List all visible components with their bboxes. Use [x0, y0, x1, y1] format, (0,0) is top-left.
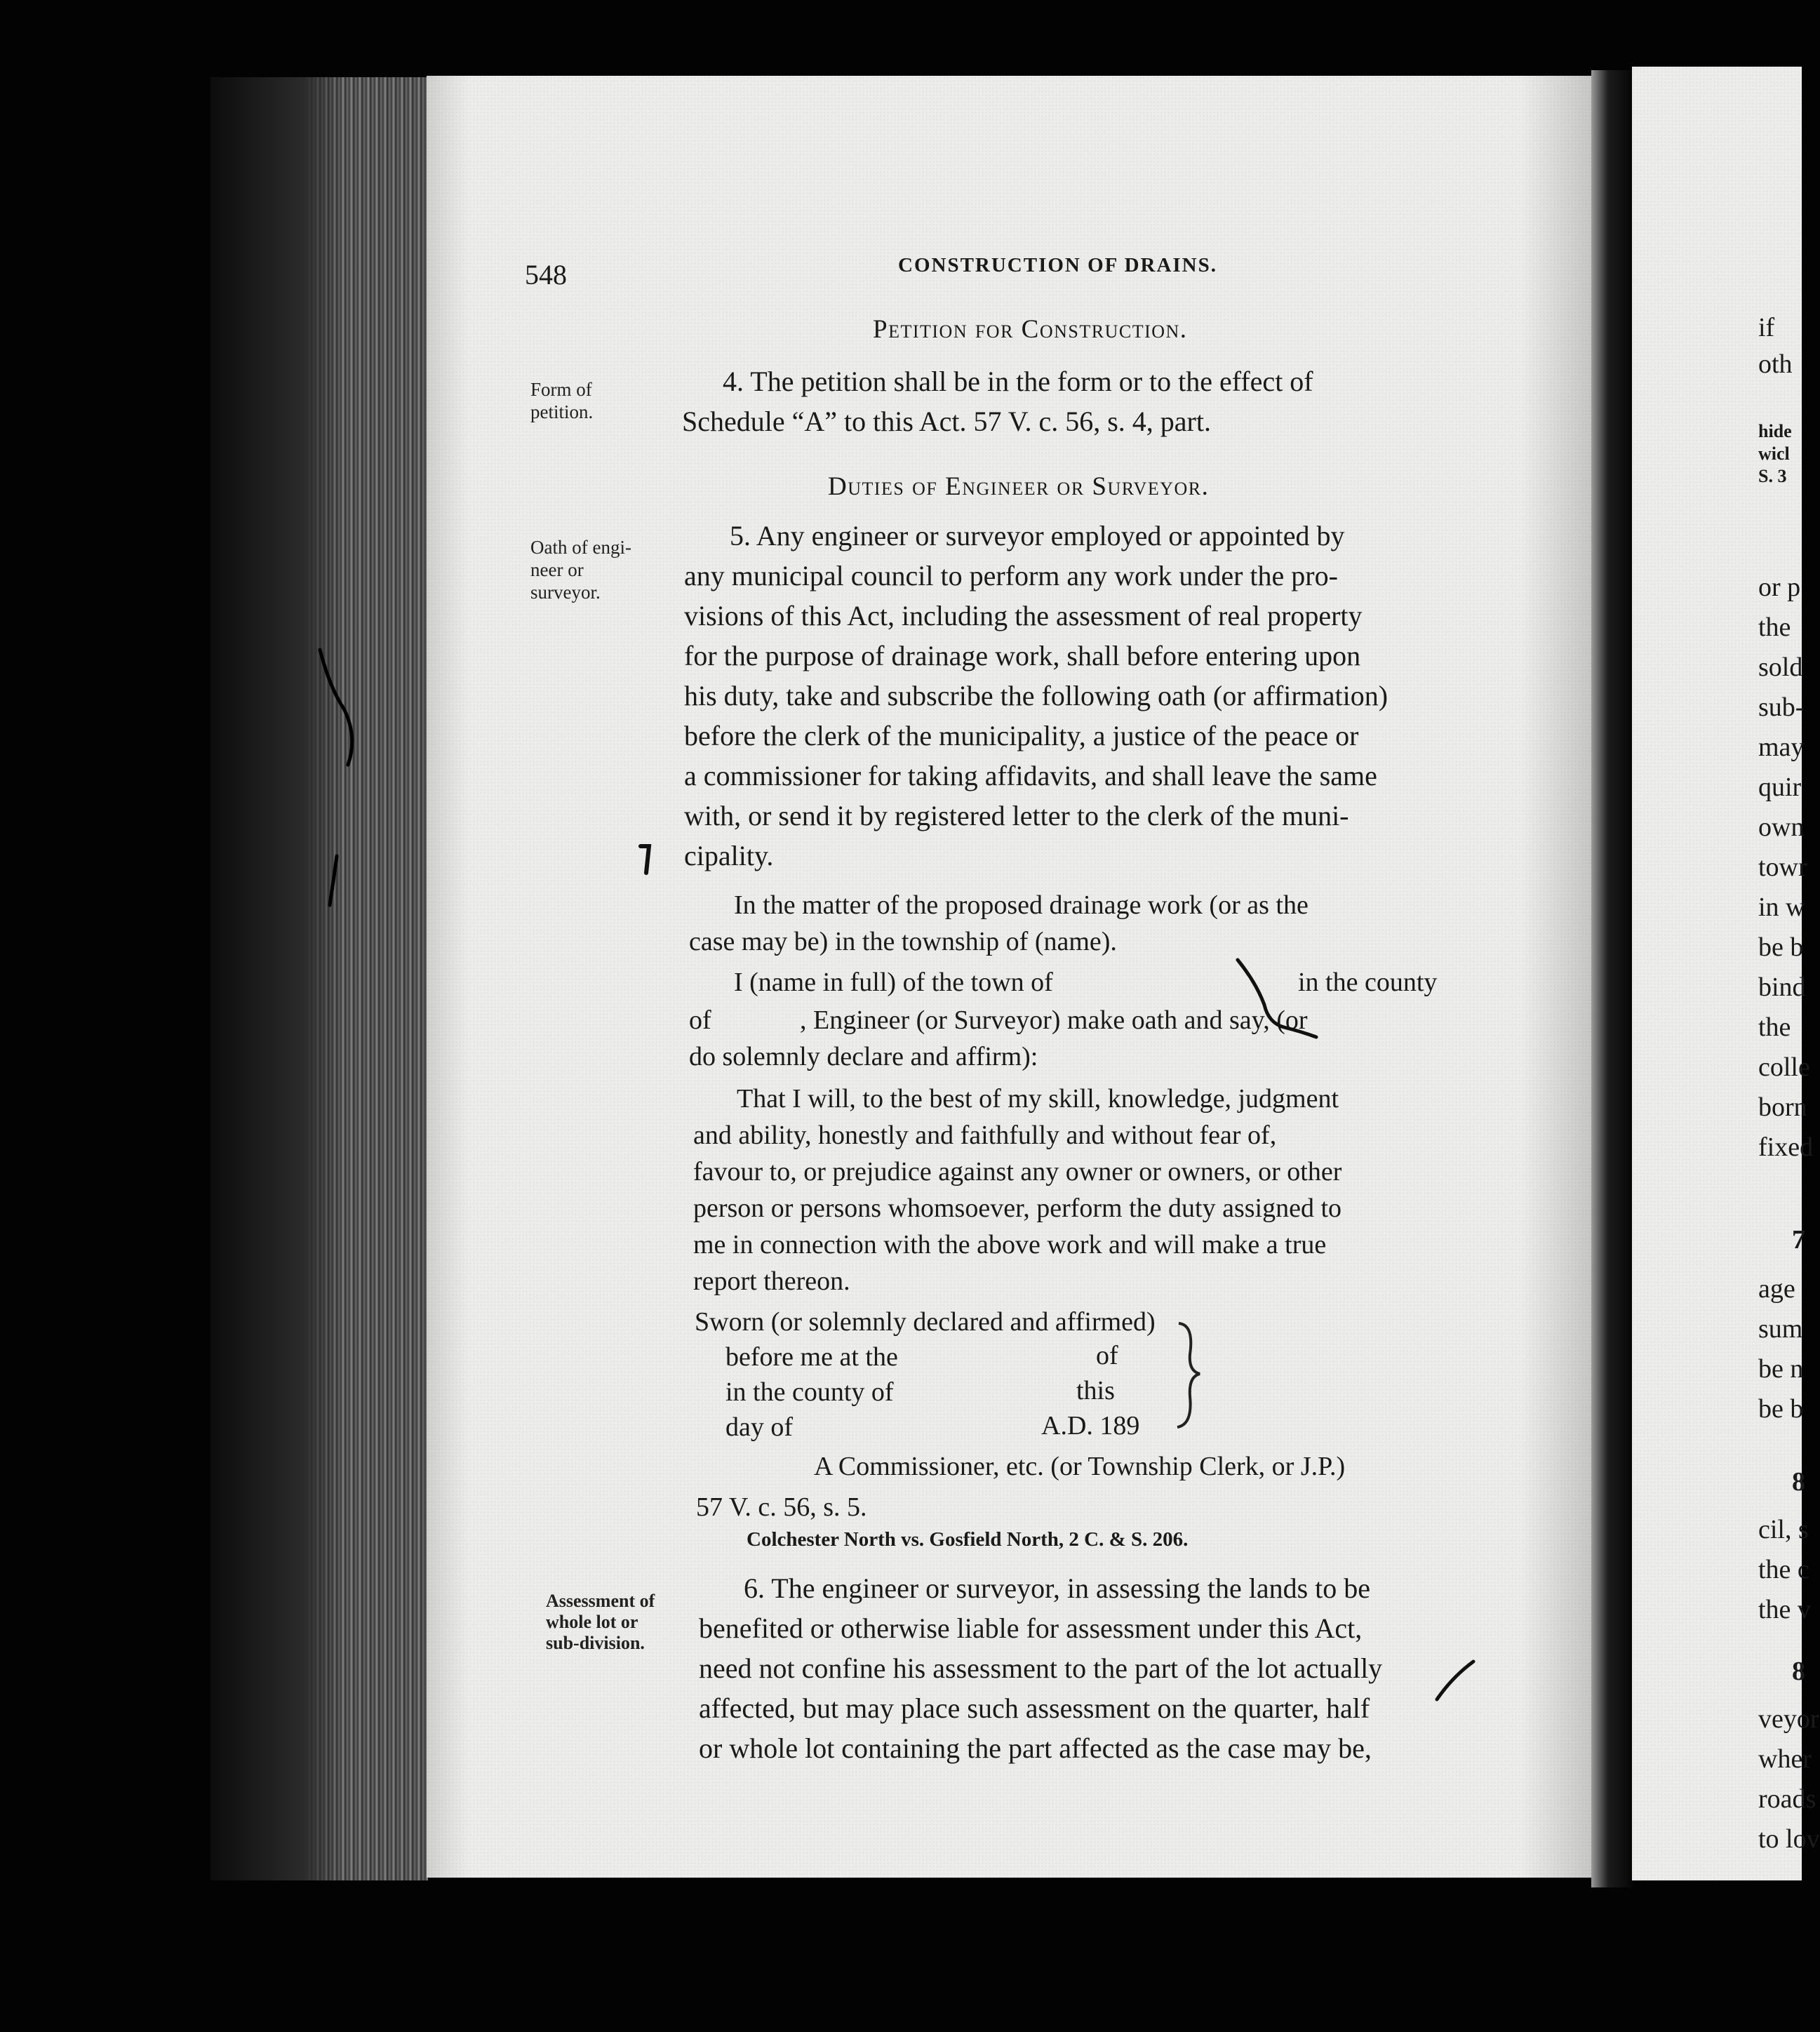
section-6-line: affected, but may place such assessment on the quarter, half	[699, 1692, 1370, 1724]
right-fragment: may	[1758, 733, 1805, 762]
right-fragment: roads	[1758, 1784, 1816, 1814]
jurat-left-line: before me at the	[725, 1342, 898, 1372]
section-6-line: 6. The engineer or surveyor, in assessing the lands to be	[744, 1572, 1371, 1604]
right-fragment: fixed	[1758, 1132, 1814, 1162]
right-fragment: quir	[1758, 773, 1802, 802]
right-fragment: towr	[1758, 853, 1807, 882]
section-4-line: 4. The petition shall be in the form or to the effect of	[723, 366, 1313, 397]
section-5-line: visions of this Act, including the assessment of real property	[684, 600, 1363, 631]
right-fragment: own	[1758, 813, 1805, 842]
right-fragment: be b	[1758, 1394, 1804, 1424]
section-heading-duties: Duties of Engineer or Surveyor.	[828, 472, 1210, 501]
book-gutter	[1591, 70, 1633, 1887]
right-fragment: be n	[1758, 1354, 1804, 1384]
right-fragment: age	[1758, 1274, 1795, 1304]
right-fragment: in w	[1758, 893, 1805, 922]
oath-body-line: favour to, or prejudice against any owner or owners, or other	[693, 1157, 1342, 1187]
right-fragment: veyor	[1758, 1704, 1819, 1734]
right-fragment: the	[1758, 1012, 1791, 1042]
section-5-line: for the purpose of drainage work, shall before entering upon	[684, 640, 1361, 671]
oath-name-of: of	[689, 1005, 711, 1035]
margin-note-line: sub-division.	[546, 1633, 645, 1653]
margin-note-line: Form of	[530, 379, 592, 400]
right-fragment: wicl	[1758, 443, 1790, 464]
case-citation: Colchester North vs. Gosfield North, 2 C. & S. 206.	[747, 1528, 1189, 1551]
jurat-left-line: day of	[725, 1412, 794, 1442]
margin-note-line: Oath of engi-	[530, 537, 631, 558]
section-6-line: benefited or otherwise liable for assessment under this Act,	[699, 1612, 1363, 1644]
right-fragment: bind	[1758, 972, 1806, 1002]
section-4-line: Schedule “A” to this Act. 57 V. c. 56, s. 4, part.	[682, 406, 1211, 437]
jurat-mid-line: A.D. 189	[1041, 1411, 1140, 1441]
section-5-line: with, or send it by registered letter to the clerk of the muni-	[684, 800, 1349, 831]
oath-body-line: That I will, to the best of my skill, knowledge, judgment	[737, 1084, 1339, 1114]
margin-note-line: petition.	[530, 401, 594, 422]
section-heading-petition: Petition for Construction.	[873, 315, 1188, 344]
oath-body-line: person or persons whomsoever, perform the duty assigned to	[693, 1194, 1342, 1223]
jurat-mid-line: of	[1096, 1341, 1118, 1370]
section-5-line: cipality.	[684, 840, 774, 871]
margin-note-line: Assessment of	[546, 1591, 655, 1611]
oath-body-line: me in connection with the above work and will make a true	[693, 1230, 1327, 1259]
jurat-mid-line: this	[1076, 1376, 1115, 1405]
section-5-line: his duty, take and subscribe the following oath (or affirmation)	[684, 680, 1389, 711]
oath-name-declare: do solemnly declare and affirm):	[689, 1042, 1038, 1071]
right-fragment: hide	[1758, 421, 1792, 441]
right-fragment: S. 3	[1758, 466, 1787, 486]
section-5-line: a commissioner for taking affidavits, and shall leave the same	[684, 760, 1377, 791]
section-5-citation: 57 V. c. 56, s. 5.	[696, 1492, 867, 1522]
right-fragment: 8	[1792, 1467, 1805, 1497]
right-fragment: the c	[1758, 1555, 1809, 1584]
right-fragment: colle	[1758, 1052, 1810, 1082]
jurat-left-line: in the county of	[725, 1377, 894, 1407]
right-fragment: 8	[1792, 1657, 1805, 1686]
right-fragment: sub-	[1758, 693, 1805, 722]
right-fragment: the v	[1758, 1595, 1811, 1624]
margin-note-line: neer or	[530, 559, 584, 580]
right-fragment: sold	[1758, 653, 1803, 682]
oath-name-county: in the county	[1298, 968, 1438, 997]
oath-body-line: and ability, honestly and faithfully and without fear of,	[693, 1121, 1277, 1150]
section-5-line: 5. Any engineer or surveyor employed or appointed by	[730, 520, 1345, 552]
right-fragment: oth	[1758, 349, 1793, 379]
right-fragment: 7	[1792, 1225, 1805, 1255]
right-fragment: wher	[1758, 1744, 1812, 1774]
section-6-line: need not confine his assessment to the part of the lot actually	[699, 1652, 1383, 1684]
oath-name-line: I (name in full) of the town of	[734, 968, 1053, 997]
section-6-line: or whole lot containing the part affected as the case may be,	[699, 1732, 1372, 1764]
page-number: 548	[525, 259, 567, 290]
jurat-signature: A Commissioner, etc. (or Township Clerk, or J.P.)	[814, 1452, 1346, 1481]
jurat-first-line: Sworn (or solemnly declared and affirmed)	[695, 1307, 1156, 1337]
right-fragment: to lov	[1758, 1824, 1820, 1854]
oath-intro-line: case may be) in the township of (name).	[689, 927, 1117, 956]
section-5-line: any municipal council to perform any work under the pro-	[684, 560, 1338, 591]
margin-note-line: whole lot or	[546, 1612, 638, 1632]
right-fragment: sum	[1758, 1314, 1803, 1344]
running-title: CONSTRUCTION OF DRAINS.	[898, 254, 1218, 276]
oath-name-engineer: , Engineer (or Surveyor) make oath and say, (or	[800, 1005, 1308, 1035]
oath-intro-line: In the matter of the proposed drainage work (or as the	[734, 890, 1309, 920]
right-fragment: cil, s	[1758, 1515, 1809, 1544]
right-fragment: the	[1758, 613, 1791, 642]
section-5-line: before the clerk of the municipality, a justice of the peace or	[684, 720, 1359, 751]
right-fragment: be b	[1758, 933, 1804, 962]
book-cover-shadow	[210, 77, 344, 1880]
right-fragment: or p	[1758, 573, 1801, 602]
right-fragment: if	[1758, 313, 1775, 342]
oath-body-line: report thereon.	[693, 1266, 850, 1296]
right-fragment: born	[1758, 1092, 1807, 1122]
margin-note-line: surveyor.	[530, 582, 601, 603]
right-page-fragment	[1632, 67, 1820, 1880]
